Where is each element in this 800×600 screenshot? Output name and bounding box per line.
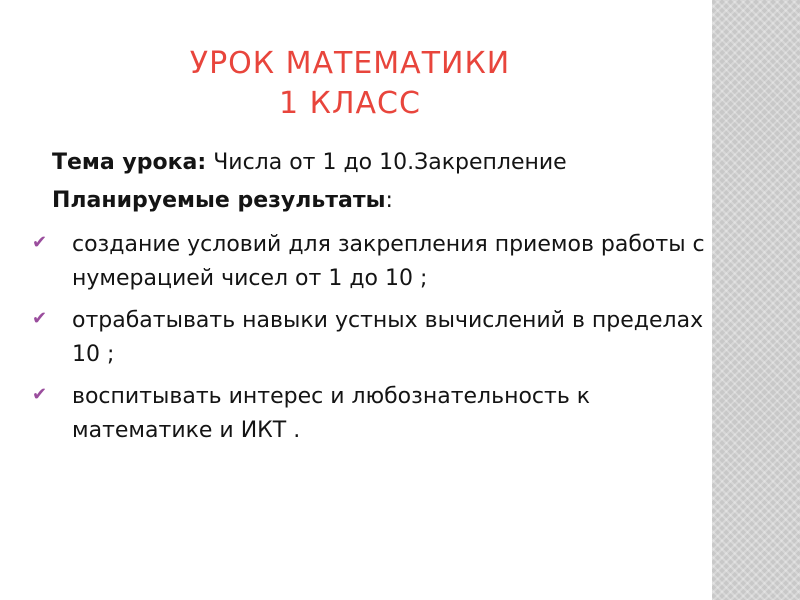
slide-content bbox=[32, 146, 705, 443]
results-list bbox=[32, 228, 712, 456]
slide-title bbox=[130, 44, 570, 124]
bullet-text: воспитывать интерес и любознательность к математике и ИКТ . bbox=[72, 384, 591, 443]
results-label: Планируемые результаты bbox=[52, 188, 386, 213]
title-line-1: УРОК МАТЕМАТИКИ bbox=[189, 46, 511, 81]
decorative-side-panel bbox=[712, 0, 800, 600]
list-item bbox=[32, 228, 712, 296]
topic-line bbox=[52, 146, 682, 180]
check-icon: ✔ bbox=[32, 384, 48, 405]
check-icon: ✔ bbox=[32, 232, 48, 253]
topic-value: Числа от 1 до 10.Закрепление bbox=[206, 150, 567, 175]
results-colon: : bbox=[385, 188, 393, 213]
results-heading bbox=[52, 184, 682, 218]
title-line-2: 1 КЛАСС bbox=[279, 86, 421, 121]
bullet-text: создание условий для закрепления приемов работы с нумерацией чисел от 1 до 10 ; bbox=[72, 232, 705, 291]
topic-label: Тема урока: bbox=[52, 150, 207, 175]
list-item bbox=[32, 304, 712, 372]
bullet-text: отрабатывать навыки устных вычислений в пределах 10 ; bbox=[72, 308, 704, 367]
list-item bbox=[32, 380, 712, 448]
check-icon: ✔ bbox=[32, 308, 48, 329]
